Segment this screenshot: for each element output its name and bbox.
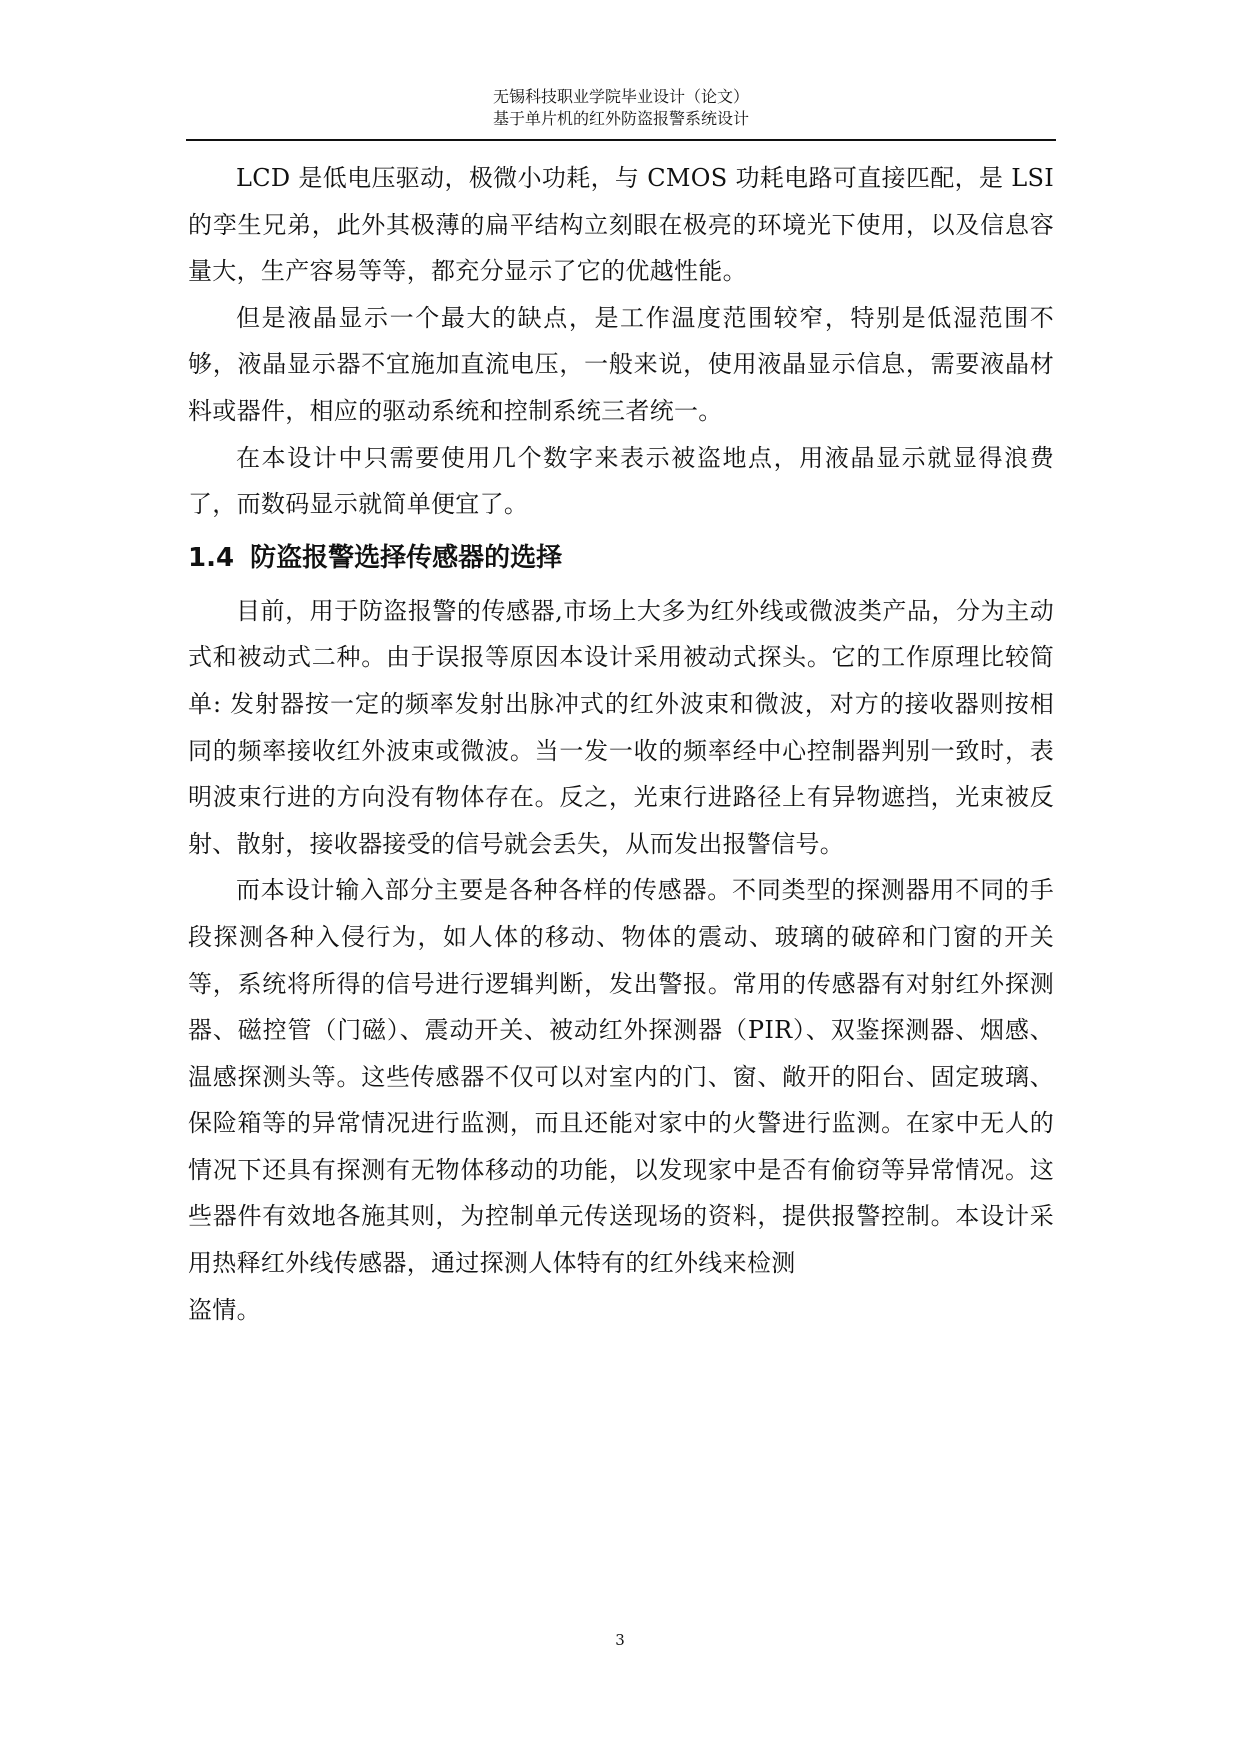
- header-thesis-title: 基于单片机的红外防盗报警系统设计: [492, 109, 749, 128]
- paragraph-sensor-types: 而本设计输入部分主要是各种各样的传感器。不同类型的探测器用不同的手段探测各种入侵行为，如人体的移动、物体的震动、玻璃的破碎和门窗的开关等，系统将所得的信号进行逻辑判断，发出警报。常用的传感器有对射红外探测器、磁控管（门磁）、震动开关、被动红外探测器（PIR）、双鉴探测器、烟感、温感探测头等。这些传感器不仅可以对室内的门、窗、敞开的阳台、固定玻璃、保险箱等的异常情况进行监测，而且还能对家中的火警进行监测。在家中无人的情况下还具有探测有无物体移动的功能，以发现家中是否有偷窃等异常情况。这些器件有效地各施其则，为控制单元传送现场的资料，提供报警控制。本设计采用热释红外线传感器，通过探测人体特有的红外线来检测: [188, 876, 1054, 1278]
- header-divider: [186, 139, 1056, 141]
- paragraph-continuation: 盗情。: [188, 1295, 261, 1324]
- section-heading: [188, 535, 1054, 581]
- paragraph-display-choice: 在本设计中只需要使用几个数字来表示被盗地点，用液晶显示就显得浪费了，而数码显示就简单便宜了。: [188, 443, 1054, 519]
- paragraph-lcd-advantages: LCD 是低电压驱动，极微小功耗，与 CMOS 功耗电路可直接匹配，是 LSI 的孪生兄弟，此外其极薄的扁平结构立刻眼在极亮的环境光下使用，以及信息容量大，生产容易等等，都充分显示了它的优越性能。: [188, 164, 1054, 286]
- document-body: [188, 155, 1054, 1333]
- paragraph-sensor-principle: 目前，用于防盗报警的传感器,市场上大多为红外线或微波类产品，分为主动式和被动式二种。由于误报等原因本设计采用被动式探头。它的工作原理比较简单: 发射器按一定的频率发射出脉冲式的红外波束和微波，对方的接收器则按相同的频率接收红外波束或微波。当一发一收的频率经中心控制器判别一致时，表明波束行进的方向没有物体存在。反之，光束行进路径上有异物遮挡，光束被反射、散射，接收器接受的信号就会丢失，从而发出报警信号。: [188, 596, 1054, 858]
- page-header: [186, 86, 1056, 130]
- section-number: 1.4: [188, 542, 235, 573]
- header-school-title: 无锡科技职业学院毕业设计（论文）: [492, 87, 749, 106]
- paragraph-lcd-disadvantages: 但是液晶显示一个最大的缺点，是工作温度范围较窄，特别是低湿范围不够，液晶显示器不宜施加直流电压，一般来说，使用液晶显示信息，需要液晶材料或器件，相应的驱动系统和控制系统三者统一。: [188, 303, 1054, 425]
- section-title: 防盗报警选择传感器的选择: [250, 542, 563, 573]
- page-number: 3: [615, 1631, 625, 1649]
